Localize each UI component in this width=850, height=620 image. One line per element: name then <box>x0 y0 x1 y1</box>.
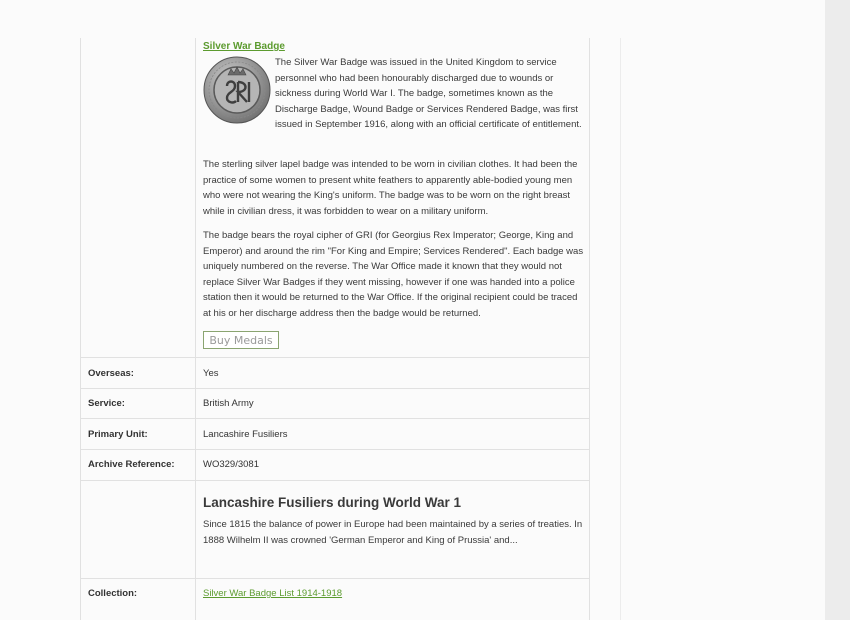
regiment-section-text: Since 1815 the balance of power in Europe had been maintained by a series of treaties. In 1888 Wilhelm II was crowned 'German Emperor and King of Prussia' and... <box>203 519 583 546</box>
overseas-label: Overseas: <box>88 368 134 379</box>
row-divider <box>80 418 590 419</box>
archive-reference-value: WO329/3081 <box>203 459 259 470</box>
silver-war-badge-link[interactable]: Silver War Badge <box>203 41 285 52</box>
service-label: Service: <box>88 398 125 409</box>
primary-unit-label: Primary Unit: <box>88 429 148 440</box>
row-divider <box>80 578 590 579</box>
badge-intro-text: The Silver War Badge was issued in the United Kingdom to service personnel who had been honourably discharged due to wounds or sickness during World War I. The badge, sometimes known as the Discharge Badge, Wound Badge or Services Rendered Badge, was first issued in September 1916, along with an official certificate of entitlement. <box>275 57 582 130</box>
collection-link[interactable]: Silver War Badge List 1914-1918 <box>203 588 343 599</box>
table-column-divider <box>195 38 196 620</box>
row-divider <box>80 357 590 358</box>
collection-label: Collection: <box>88 588 138 599</box>
row-divider <box>80 480 590 481</box>
badge-paragraph-3: The badge bears the royal cipher of GRI (for Georgius Rex Imperator; George, King and Emperor) and around the rim "For King and Empire; Services Rendered". Each badge was uniquely numbered on the reverse. The War Office made it known that they would not replace Silver War Badges if they went missing, however if one was handed into a police station then it would be returned to the War Office. If the original recipient could be traced at his or her discharge address then the badge would be returned. <box>203 230 584 319</box>
badge-paragraph-2: The sterling silver lapel badge was intended to be worn in civilian clothes. It had been the practice of some women to present white feathers to apparently able-bodied young men who were not wearing the King's uniform. The badge was to be worn on the right breast while in civilian dress, it was forbidden to wear on a military uniform. <box>203 159 578 217</box>
primary-unit-value: Lancashire Fusiliers <box>203 429 288 440</box>
archive-reference-label: Archive Reference: <box>88 459 175 470</box>
regiment-section-title: Lancashire Fusiliers during World War 1 <box>203 495 462 510</box>
table-border-left <box>80 38 81 620</box>
silver-war-badge-icon <box>203 56 271 124</box>
buy-medals-button[interactable]: Buy Medals <box>203 331 279 349</box>
row-divider <box>80 388 590 389</box>
page-margin-line <box>620 38 621 620</box>
table-border-right <box>589 38 590 620</box>
row-divider <box>80 449 590 450</box>
service-value: British Army <box>203 398 254 409</box>
overseas-value: Yes <box>203 368 219 379</box>
scan-edge <box>825 0 850 620</box>
